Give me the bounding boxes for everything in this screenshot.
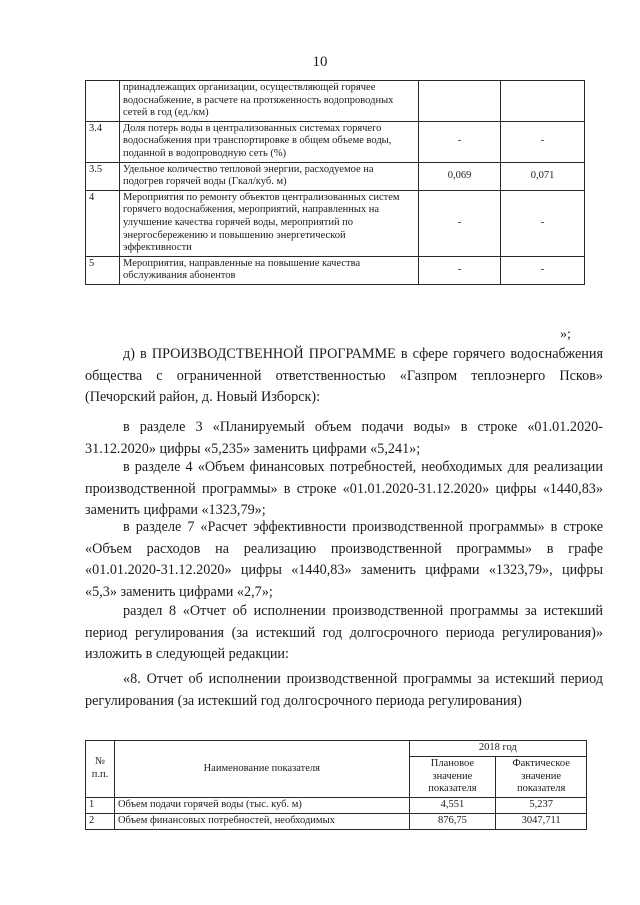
paragraph-section-4 xyxy=(85,457,603,522)
report-table xyxy=(85,740,587,830)
closing-quote: »; xyxy=(560,327,571,342)
paragraph-section-7 xyxy=(85,517,603,603)
indicator-name: Удельное количество тепловой энергии, расходуемое на подогрев горячей воды (Гкал/куб. м) xyxy=(120,162,419,190)
paragraph-report-title xyxy=(85,669,603,712)
paragraph-text: в разделе 7 «Расчет эффективности производственной программы» в строке «Объем расходов на реализацию производственной программы» в графе «01.01.2020-31.12.2020» цифры «1440,83» заменить цифрами «1323,79», цифры «5,3» заменить цифрами «2,7»; xyxy=(85,519,603,600)
paragraph-text: в разделе 4 «Объем финансовых потребностей, необходимых для реализации производственной программы» в строке «01.01.2020-31.12.2020» цифры «1440,83» заменить цифрами «1323,79»; xyxy=(85,459,603,518)
plan-value xyxy=(419,81,501,122)
fact-value: - xyxy=(501,190,585,256)
table-row xyxy=(86,190,585,256)
paragraph-section-3 xyxy=(85,417,603,460)
paragraph-d xyxy=(85,344,603,409)
fact-value: 3047,711 xyxy=(496,813,587,829)
row-number xyxy=(86,81,120,122)
table-row xyxy=(86,256,585,284)
row-number: 3.4 xyxy=(86,121,120,162)
table-row xyxy=(86,813,587,829)
row-number: 1 xyxy=(86,798,115,814)
fact-value: 0,071 xyxy=(501,162,585,190)
header-name: Наименование показателя xyxy=(114,741,409,798)
header-fact: Фактическое значение показателя xyxy=(496,756,587,797)
row-number: 4 xyxy=(86,190,120,256)
indicator-name: Объем подачи горячей воды (тыс. куб. м) xyxy=(114,798,409,814)
plan-value: - xyxy=(419,256,501,284)
plan-value: 0,069 xyxy=(419,162,501,190)
table-row xyxy=(86,162,585,190)
paragraph-text: в разделе 3 «Планируемый объем подачи воды» в строке «01.01.2020-31.12.2020» цифры «5,235» заменить цифрами «5,241»; xyxy=(85,419,603,457)
row-number: 3.5 xyxy=(86,162,120,190)
row-number: 2 xyxy=(86,813,115,829)
page-number: 10 xyxy=(312,54,328,70)
table-row xyxy=(86,81,585,122)
plan-value: - xyxy=(419,121,501,162)
indicators-table-continued xyxy=(85,80,585,285)
table-header-row xyxy=(86,741,587,757)
fact-value xyxy=(501,81,585,122)
indicator-name: Мероприятия, направленные на повышение качества обслуживания абонентов xyxy=(120,256,419,284)
paragraph-text: д) в ПРОИЗВОДСТВЕННОЙ ПРОГРАММЕ в сфере горячего водоснабжения общества с ограниченной ответственностью «Газпром теплоэнерго Псков» (Печорский район, д. Новый Изборск): xyxy=(85,346,603,405)
table-row xyxy=(86,798,587,814)
paragraph-text: раздел 8 «Отчет об исполнении производственной программы за истекший период регулирования (за истекший год долгосрочного периода регулирования)» изложить в следующей редакции: xyxy=(85,603,603,662)
plan-value: 4,551 xyxy=(409,798,496,814)
header-plan: Плановое значение показателя xyxy=(409,756,496,797)
paragraph-text: «8. Отчет об исполнении производственной программы за истекший период регулирования (за истекший год долгосрочного периода регулирования) xyxy=(85,671,603,709)
indicator-name: Объем финансовых потребностей, необходимых xyxy=(114,813,409,829)
row-number: 5 xyxy=(86,256,120,284)
indicator-name: принадлежащих организации, осуществляющей горячее водоснабжение, в расчете на протяженность водопроводных сетей в год (ед./км) xyxy=(120,81,419,122)
indicator-name: Доля потерь воды в централизованных системах горячего водоснабжения при транспортировке в общем объеме воды, поданной в водопроводную сеть (%) xyxy=(120,121,419,162)
plan-value: - xyxy=(419,190,501,256)
table-row xyxy=(86,121,585,162)
header-year: 2018 год xyxy=(409,741,586,757)
plan-value: 876,75 xyxy=(409,813,496,829)
header-num: № п.п. xyxy=(86,741,115,798)
fact-value: - xyxy=(501,256,585,284)
paragraph-section-8 xyxy=(85,601,603,666)
fact-value: 5,237 xyxy=(496,798,587,814)
indicator-name: Мероприятия по ремонту объектов централизованных систем горячего водоснабжения, мероприятий, направленных на улучшение качества горячей воды, мероприятий по энергосбережению и повышению энергетической эффективности xyxy=(120,190,419,256)
fact-value: - xyxy=(501,121,585,162)
